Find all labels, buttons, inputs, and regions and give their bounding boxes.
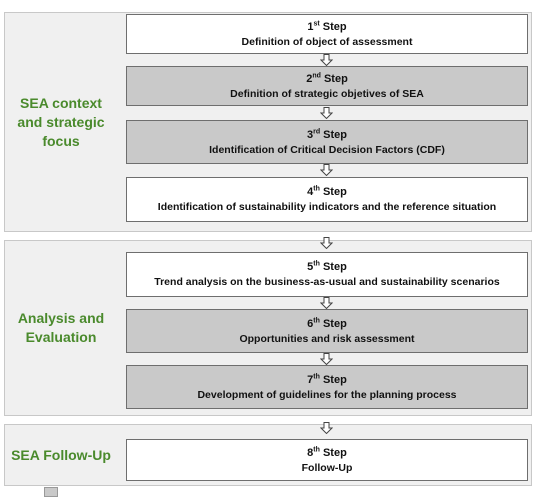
step-number-6: 6th Step — [307, 316, 347, 330]
step-number-3: 3rd Step — [306, 127, 348, 141]
step-title-4: Identification of sustainability indicators and the reference situation — [157, 201, 497, 213]
phase-label-context: SEA context and strategic focus — [17, 94, 105, 149]
step-title-1: Definition of object of assessment — [241, 35, 413, 48]
step-number-2: 2nd Step — [306, 71, 348, 85]
step-box-4 — [126, 177, 528, 222]
down-arrow-icon — [320, 54, 333, 66]
legend-swatch — [44, 487, 58, 497]
step-box-6 — [126, 309, 528, 353]
step-title-7: Development of guidelines for the planning process — [197, 388, 457, 401]
down-arrow-icon — [320, 353, 333, 365]
down-arrow-icon — [320, 422, 333, 434]
step-title-8: Follow-Up — [301, 461, 353, 474]
phase-label-followup: SEA Follow-Up — [11, 446, 111, 463]
step-number-7: 7th Step — [307, 372, 347, 386]
step-title-3: Identification of Critical Decision Factors (CDF) — [209, 143, 445, 156]
step-box-1 — [126, 14, 528, 54]
step-box-3 — [126, 120, 528, 164]
step-title-5: Trend analysis on the business-as-usual and sustainability scenarios — [154, 276, 500, 288]
phase-label-analysis: Analysis and Evaluation — [17, 310, 105, 345]
step-box-5 — [126, 252, 528, 297]
down-arrow-icon — [320, 237, 333, 249]
down-arrow-icon — [320, 297, 333, 309]
step-number-5: 5th Step — [307, 260, 347, 273]
step-title-2: Definition of strategic objetives of SEA — [230, 87, 424, 100]
down-arrow-icon — [320, 107, 333, 119]
down-arrow-icon — [320, 164, 333, 176]
step-number-8: 8th Step — [307, 445, 347, 459]
step-number-1: 1st Step — [307, 19, 347, 33]
step-box-8 — [126, 439, 528, 481]
step-number-4: 4th Step — [307, 185, 347, 198]
step-box-7 — [126, 365, 528, 409]
step-box-2 — [126, 66, 528, 106]
step-title-6: Opportunities and risk assessment — [239, 332, 415, 345]
